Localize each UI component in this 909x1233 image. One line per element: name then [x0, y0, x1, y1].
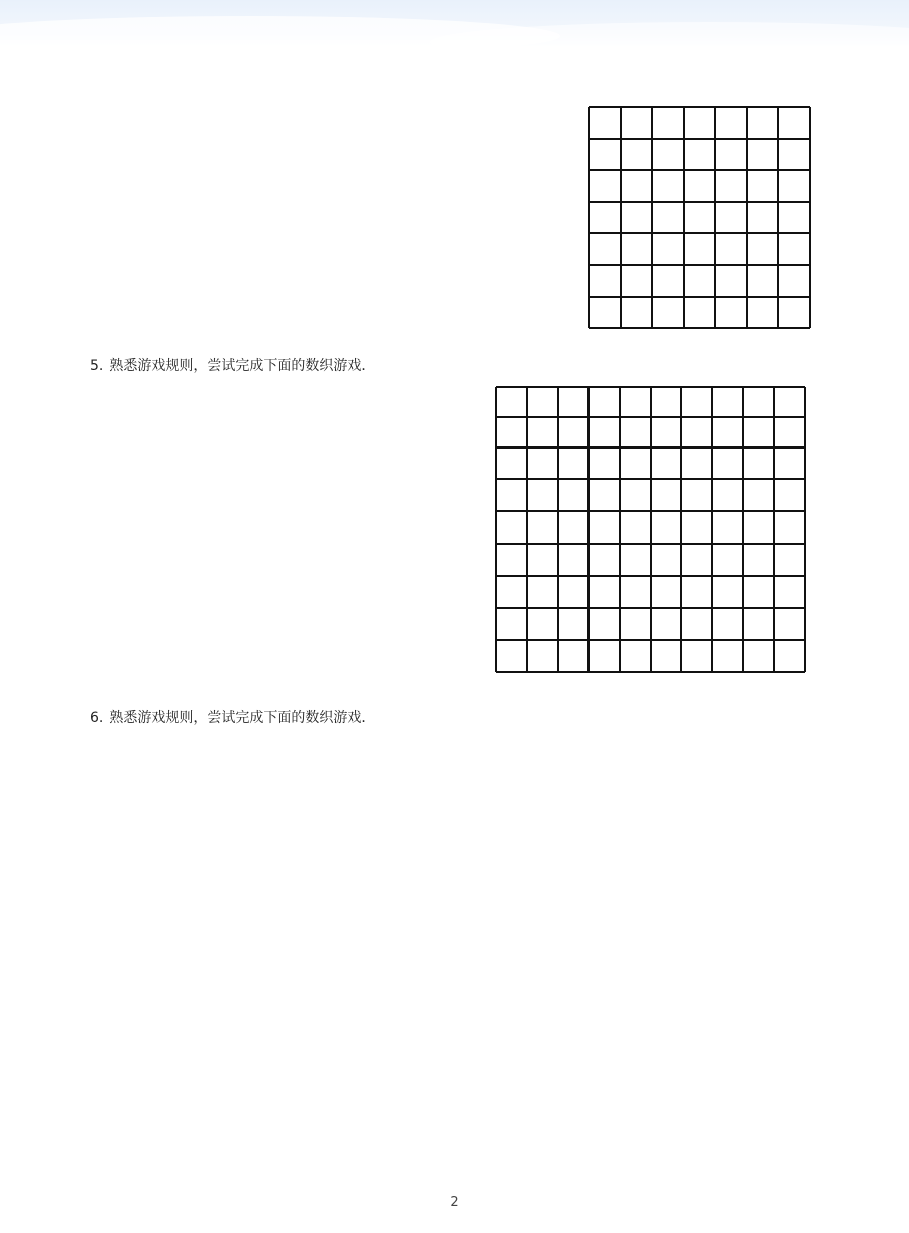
puzzle-cell[interactable] — [712, 640, 743, 672]
puzzle-cell[interactable] — [684, 265, 716, 297]
grid-line — [496, 416, 805, 418]
row-clue-cell — [496, 479, 527, 511]
puzzle-cell[interactable] — [651, 608, 682, 640]
puzzle-cell[interactable] — [681, 511, 712, 543]
grid-line — [496, 671, 805, 673]
row-clue-cell — [527, 511, 558, 543]
puzzle-cell[interactable] — [652, 202, 684, 234]
puzzle-cell[interactable] — [774, 479, 805, 511]
puzzle-cell[interactable] — [743, 447, 774, 479]
puzzle-cell[interactable] — [621, 139, 653, 171]
puzzle-cell[interactable] — [652, 297, 684, 329]
puzzle-cell[interactable] — [778, 107, 810, 139]
puzzle-cell[interactable] — [651, 511, 682, 543]
puzzle-cell[interactable] — [589, 608, 620, 640]
puzzle-cell[interactable] — [589, 265, 621, 297]
grid-line — [809, 107, 811, 328]
grid-line — [773, 387, 775, 672]
puzzle-cell[interactable] — [589, 544, 620, 576]
question-number: 6. — [90, 710, 104, 726]
puzzle-cell[interactable] — [589, 447, 620, 479]
puzzle-cell[interactable] — [712, 511, 743, 543]
grid-line — [650, 387, 652, 672]
row-clue-cell — [527, 576, 558, 608]
column-clue-cell — [620, 387, 651, 417]
grid-line — [496, 510, 805, 512]
puzzle-cell[interactable] — [715, 139, 747, 171]
question-text: 熟悉游戏规则，尝试完成下面的数织游戏． — [109, 710, 376, 726]
row-clue-cell — [496, 447, 527, 479]
row-clue-cell — [496, 608, 527, 640]
puzzle-cell[interactable] — [684, 202, 716, 234]
corner-cell — [496, 417, 527, 448]
puzzle-cell[interactable] — [747, 139, 779, 171]
puzzle-cell[interactable] — [684, 297, 716, 329]
puzzle-cell[interactable] — [621, 265, 653, 297]
puzzle-cell[interactable] — [747, 233, 779, 265]
puzzle-cell[interactable] — [778, 265, 810, 297]
column-clue-cell — [651, 417, 682, 448]
puzzle-cell[interactable] — [620, 479, 651, 511]
grid-line — [496, 478, 805, 480]
row-clue-cell — [558, 608, 589, 640]
puzzle-cell[interactable] — [681, 479, 712, 511]
page-number: 2 — [450, 1195, 459, 1210]
grid-line — [587, 387, 590, 672]
column-clue-cell — [743, 417, 774, 448]
puzzle-cell[interactable] — [778, 202, 810, 234]
puzzle-cell[interactable] — [621, 233, 653, 265]
puzzle-cell[interactable] — [681, 640, 712, 672]
puzzle-cell[interactable] — [715, 297, 747, 329]
row-clue-cell — [496, 511, 527, 543]
question-6 — [90, 707, 375, 727]
puzzle-cell[interactable] — [621, 170, 653, 202]
corner-cell — [558, 387, 589, 417]
question-5 — [90, 355, 375, 375]
puzzle-cell[interactable] — [681, 447, 712, 479]
page-header-band — [0, 0, 909, 48]
puzzle-cell[interactable] — [589, 576, 620, 608]
column-clue-cell — [712, 417, 743, 448]
puzzle-cell[interactable] — [681, 576, 712, 608]
puzzle-cell[interactable] — [743, 640, 774, 672]
puzzle-cell[interactable] — [589, 511, 620, 543]
grid-line — [496, 543, 805, 545]
puzzle-cell[interactable] — [620, 576, 651, 608]
grid-line — [496, 446, 805, 449]
grid-line — [526, 387, 528, 672]
puzzle-cell[interactable] — [715, 107, 747, 139]
puzzle-cell[interactable] — [620, 640, 651, 672]
puzzle-cell[interactable] — [589, 479, 620, 511]
grid-line — [742, 387, 744, 672]
puzzle-cell[interactable] — [589, 640, 620, 672]
puzzle-cell[interactable] — [747, 170, 779, 202]
puzzle-cell[interactable] — [621, 107, 653, 139]
column-clue-cell — [589, 387, 620, 417]
puzzle-cell[interactable] — [743, 479, 774, 511]
row-clue-cell — [527, 608, 558, 640]
puzzle-cell[interactable] — [589, 233, 621, 265]
grid-line — [496, 386, 805, 388]
puzzle-cell[interactable] — [743, 544, 774, 576]
column-clue-cell — [620, 417, 651, 448]
puzzle-cell[interactable] — [621, 297, 653, 329]
row-clue-cell — [558, 479, 589, 511]
puzzle-cell[interactable] — [589, 170, 621, 202]
puzzle-cell[interactable] — [715, 170, 747, 202]
row-clue-cell — [496, 544, 527, 576]
puzzle-cell[interactable] — [684, 139, 716, 171]
grid-line — [711, 387, 713, 672]
row-clue-cell — [496, 640, 527, 672]
puzzle-cell[interactable] — [589, 202, 621, 234]
puzzle-cell[interactable] — [684, 170, 716, 202]
puzzle-cell[interactable] — [747, 265, 779, 297]
row-clue-cell — [527, 544, 558, 576]
row-clue-cell — [558, 640, 589, 672]
row-clue-cell — [558, 576, 589, 608]
puzzle-cell[interactable] — [715, 202, 747, 234]
row-clue-cell — [527, 479, 558, 511]
puzzle-cell[interactable] — [778, 170, 810, 202]
column-clue-cell — [774, 417, 805, 448]
puzzle-cell[interactable] — [715, 265, 747, 297]
puzzle-cell[interactable] — [651, 640, 682, 672]
column-clue-cell — [712, 387, 743, 417]
puzzle-cell[interactable] — [620, 511, 651, 543]
question-number: 5. — [90, 358, 104, 374]
puzzle-cell[interactable] — [651, 544, 682, 576]
corner-cell — [527, 387, 558, 417]
grid-line — [496, 639, 805, 641]
puzzle-cell[interactable] — [589, 297, 621, 329]
puzzle-cell[interactable] — [747, 297, 779, 329]
puzzle-cell[interactable] — [652, 233, 684, 265]
grid-line — [804, 387, 806, 672]
grid-line — [557, 387, 559, 672]
puzzle-cell[interactable] — [774, 511, 805, 543]
puzzle-cell[interactable] — [774, 576, 805, 608]
grid-line — [496, 607, 805, 609]
puzzle-cell[interactable] — [589, 139, 621, 171]
row-clue-cell — [558, 511, 589, 543]
corner-cell — [496, 387, 527, 417]
puzzle-cell[interactable] — [684, 233, 716, 265]
puzzle-cell[interactable] — [651, 447, 682, 479]
puzzle-cell[interactable] — [712, 447, 743, 479]
puzzle-cell[interactable] — [652, 170, 684, 202]
puzzle-cell[interactable] — [774, 447, 805, 479]
puzzle-cell[interactable] — [712, 544, 743, 576]
column-clue-cell — [743, 387, 774, 417]
row-clue-cell — [496, 576, 527, 608]
puzzle-cell[interactable] — [747, 202, 779, 234]
puzzle-cell[interactable] — [747, 107, 779, 139]
puzzle-cell[interactable] — [620, 447, 651, 479]
puzzle-cell[interactable] — [620, 608, 651, 640]
column-clue-cell — [681, 387, 712, 417]
puzzle-cell[interactable] — [620, 544, 651, 576]
puzzle-cell[interactable] — [774, 544, 805, 576]
grid-line — [589, 296, 810, 298]
grid-line — [589, 327, 810, 329]
row-clue-cell — [527, 447, 558, 479]
puzzle-cell[interactable] — [589, 107, 621, 139]
puzzle-cell[interactable] — [681, 608, 712, 640]
puzzle-cell[interactable] — [774, 640, 805, 672]
puzzle-cell[interactable] — [743, 511, 774, 543]
puzzle-cell[interactable] — [778, 233, 810, 265]
grid-line — [496, 575, 805, 577]
puzzle-cell[interactable] — [681, 544, 712, 576]
puzzle-cell[interactable] — [743, 608, 774, 640]
corner-cell — [527, 417, 558, 448]
puzzle-cell[interactable] — [652, 139, 684, 171]
column-clue-cell — [681, 417, 712, 448]
corner-cell — [558, 417, 589, 448]
puzzle-cell[interactable] — [774, 608, 805, 640]
row-clue-cell — [558, 544, 589, 576]
puzzle-cell[interactable] — [712, 479, 743, 511]
puzzle-cell[interactable] — [743, 576, 774, 608]
puzzle-cell[interactable] — [684, 107, 716, 139]
puzzle-cell[interactable] — [652, 107, 684, 139]
grid-line — [495, 387, 497, 672]
grid-line — [680, 387, 682, 672]
question-text: 熟悉游戏规则，尝试完成下面的数织游戏． — [109, 358, 376, 374]
column-clue-cell — [774, 387, 805, 417]
puzzle-cell[interactable] — [651, 479, 682, 511]
puzzle-cell[interactable] — [651, 576, 682, 608]
puzzle-cell[interactable] — [712, 608, 743, 640]
puzzle-cell[interactable] — [621, 202, 653, 234]
row-clue-cell — [527, 640, 558, 672]
column-clue-cell — [651, 387, 682, 417]
puzzle-cell[interactable] — [778, 297, 810, 329]
grid-line — [619, 387, 621, 672]
puzzle-cell[interactable] — [715, 233, 747, 265]
row-clue-cell — [558, 447, 589, 479]
puzzle-cell[interactable] — [778, 139, 810, 171]
column-clue-cell — [589, 417, 620, 448]
puzzle-cell[interactable] — [712, 576, 743, 608]
puzzle-cell[interactable] — [652, 265, 684, 297]
